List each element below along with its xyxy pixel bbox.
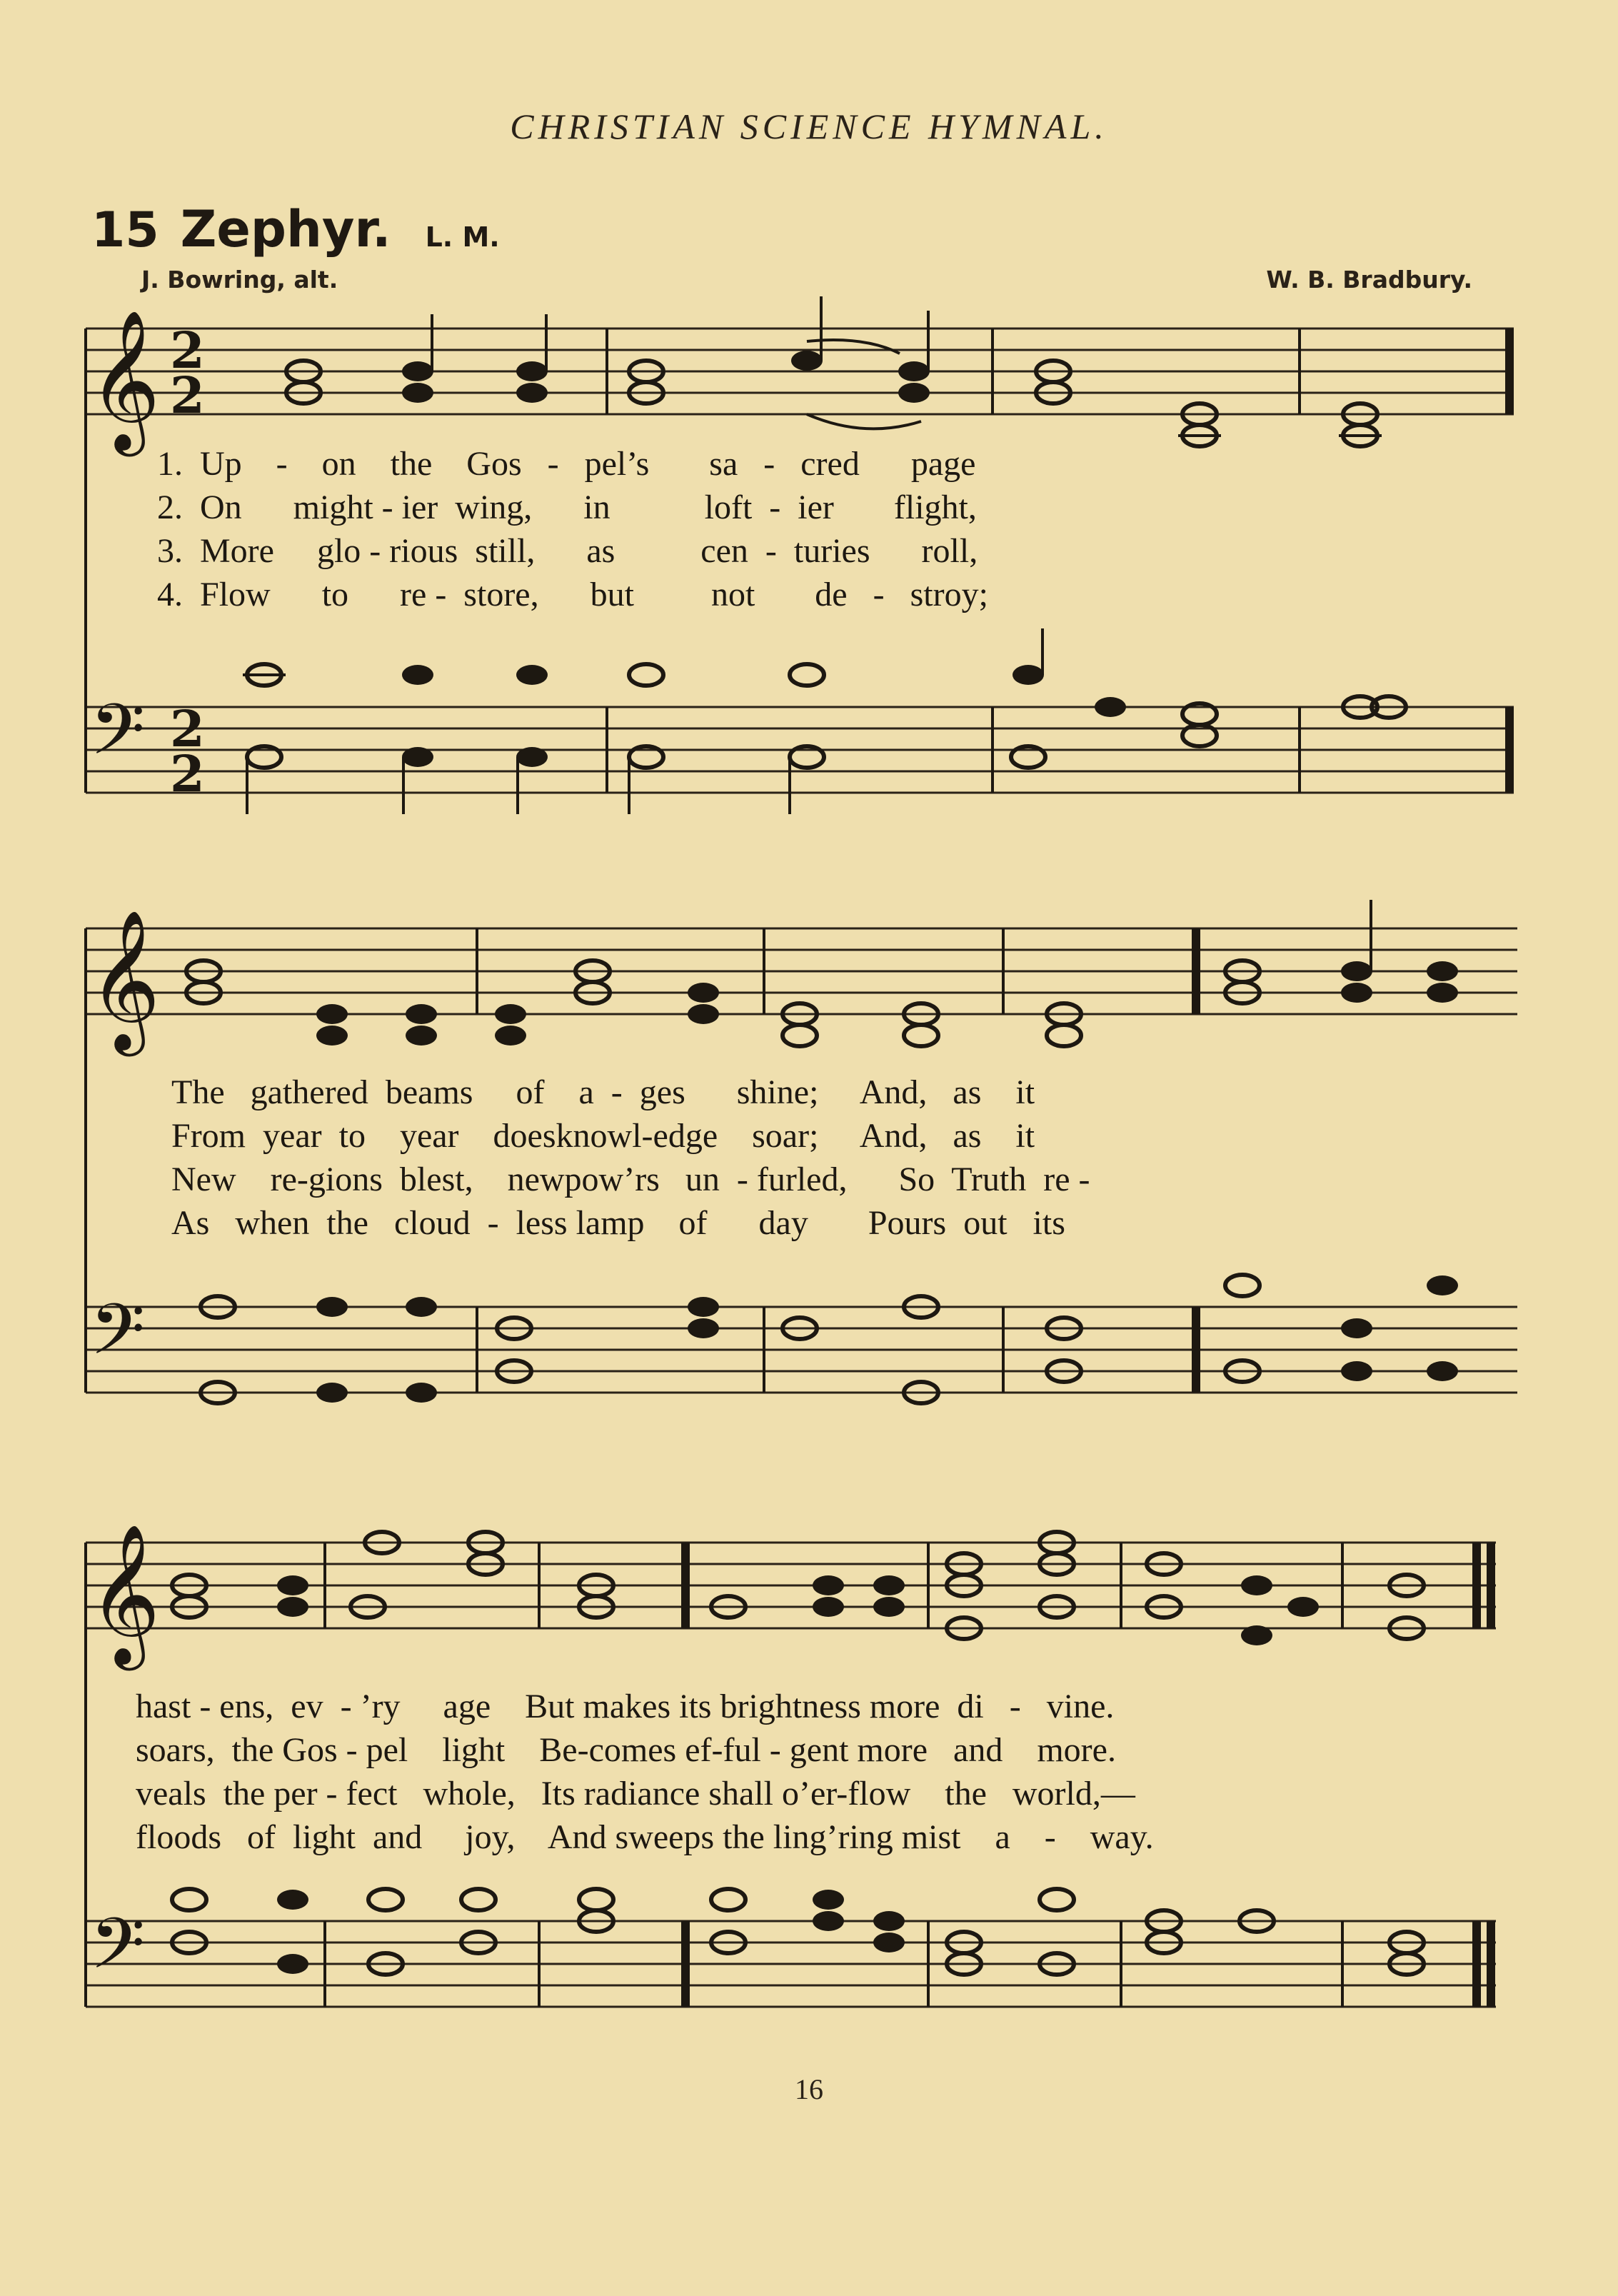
treble-clef-icon: 𝄞: [89, 309, 161, 451]
note: [898, 361, 930, 381]
note: [898, 383, 930, 403]
time-signature-bottom-1: 2: [170, 366, 205, 425]
tie: [807, 414, 921, 428]
note: [316, 1004, 348, 1024]
note: [688, 1318, 719, 1338]
note: [688, 983, 719, 1003]
note: [873, 1911, 905, 1931]
note: [406, 1383, 437, 1403]
note: [406, 1004, 437, 1024]
note: [402, 665, 433, 685]
author-credit: J. Bowring, alt.: [141, 266, 338, 294]
note: [1287, 1597, 1319, 1617]
lyric-line-system1-verse3: 3. More glo - rious still, as cen - turies roll,: [157, 532, 978, 570]
lyric-line-system3-verse1: hast - ens, ev - ’ry age But makes its brightness more di - vine.: [136, 1688, 1115, 1725]
note: [516, 383, 548, 403]
note: [495, 1004, 526, 1024]
note: [791, 351, 823, 371]
note: [277, 1575, 308, 1595]
note: [516, 361, 548, 381]
note: [1341, 1361, 1372, 1381]
note: [316, 1297, 348, 1317]
note: [1427, 1275, 1458, 1295]
lyric-line-system1-verse1: 1. Up - on the Gos - pel’s sa - cred page: [157, 445, 976, 483]
note: [688, 1004, 719, 1024]
bass-clef-icon: 𝄢: [90, 689, 146, 788]
note: [1427, 983, 1458, 1003]
page-number: 16: [795, 2073, 823, 2105]
bass-clef-icon: 𝄢: [90, 1289, 146, 1388]
note: [813, 1890, 844, 1910]
note: [277, 1954, 308, 1974]
time-signature-top-1: 2: [170, 321, 205, 380]
note: [1427, 961, 1458, 981]
note: [1341, 983, 1372, 1003]
note: [316, 1026, 348, 1046]
note: [1040, 1889, 1074, 1910]
note: [495, 1026, 526, 1046]
note: [406, 1297, 437, 1317]
note: [1047, 1025, 1081, 1046]
note: [813, 1911, 844, 1931]
lyric-line-system2-verse3: New re-gions blest, newpow’rs un - furled, So Truth re -: [171, 1160, 1090, 1198]
note: [406, 1026, 437, 1046]
note: [1225, 1275, 1260, 1296]
hymn-number: 15: [91, 202, 159, 259]
note: [402, 747, 433, 767]
note: [711, 1889, 745, 1910]
note: [813, 1597, 844, 1617]
note: [516, 665, 548, 685]
lyric-line-system3-verse2: soars, the Gos - pel light Be-comes ef-ful - gent more and more.: [136, 1731, 1116, 1769]
note: [629, 664, 663, 686]
note: [277, 1597, 308, 1617]
note: [516, 747, 548, 767]
note: [172, 1889, 206, 1910]
lyric-line-system2-verse2: From year to year doesknowl-edge soar; And, as it: [171, 1117, 1035, 1155]
note: [402, 361, 433, 381]
bass-clef-icon: 𝄢: [90, 1903, 146, 2002]
note: [461, 1889, 496, 1910]
note: [368, 1889, 403, 1910]
treble-clef-icon: 𝄞: [89, 909, 161, 1051]
lyric-line-system2-verse4: As when the cloud - less lamp of day Pours out its: [171, 1204, 1065, 1242]
note: [1341, 1318, 1372, 1338]
note: [688, 1297, 719, 1317]
note: [904, 1025, 938, 1046]
note: [1427, 1361, 1458, 1381]
treble-staff-system-2: [86, 928, 1517, 1014]
note: [316, 1383, 348, 1403]
note: [1095, 697, 1126, 717]
note: [1341, 961, 1372, 981]
treble-clef-icon: 𝄞: [89, 1523, 161, 1665]
lyric-line-system3-verse4: floods of light and joy, And sweeps the ling’ring mist a - way.: [136, 1818, 1154, 1856]
lyric-line-system1-verse4: 4. Flow to re - store, but not de - stroy;: [157, 576, 988, 613]
note: [1241, 1625, 1272, 1645]
lyric-line-system3-verse3: veals the per - fect whole, Its radiance shall o’er-flow the world,—: [136, 1775, 1135, 1813]
time-signature-bottom-2: 2: [170, 744, 205, 803]
note: [873, 1575, 905, 1595]
note: [277, 1890, 308, 1910]
time-signature-top-2: 2: [170, 699, 205, 758]
note: [783, 1025, 817, 1046]
note: [813, 1575, 844, 1595]
running-head: CHRISTIAN SCIENCE HYMNAL.: [510, 106, 1108, 146]
note: [873, 1932, 905, 1952]
composer-credit: W. B. Bradbury.: [1266, 266, 1472, 294]
hymn-meter: L. M.: [425, 221, 500, 253]
note: [402, 383, 433, 403]
note: [790, 664, 824, 686]
lyric-line-system1-verse2: 2. On might - ier wing, in loft - ier flight,: [157, 488, 977, 526]
hymn-title: Zephyr.: [180, 200, 391, 259]
note: [1241, 1575, 1272, 1595]
note: [579, 1889, 613, 1910]
note: [873, 1597, 905, 1617]
note: [1012, 665, 1044, 685]
lyric-line-system2-verse1: The gathered beams of a - ges shine; And, as it: [171, 1073, 1035, 1111]
